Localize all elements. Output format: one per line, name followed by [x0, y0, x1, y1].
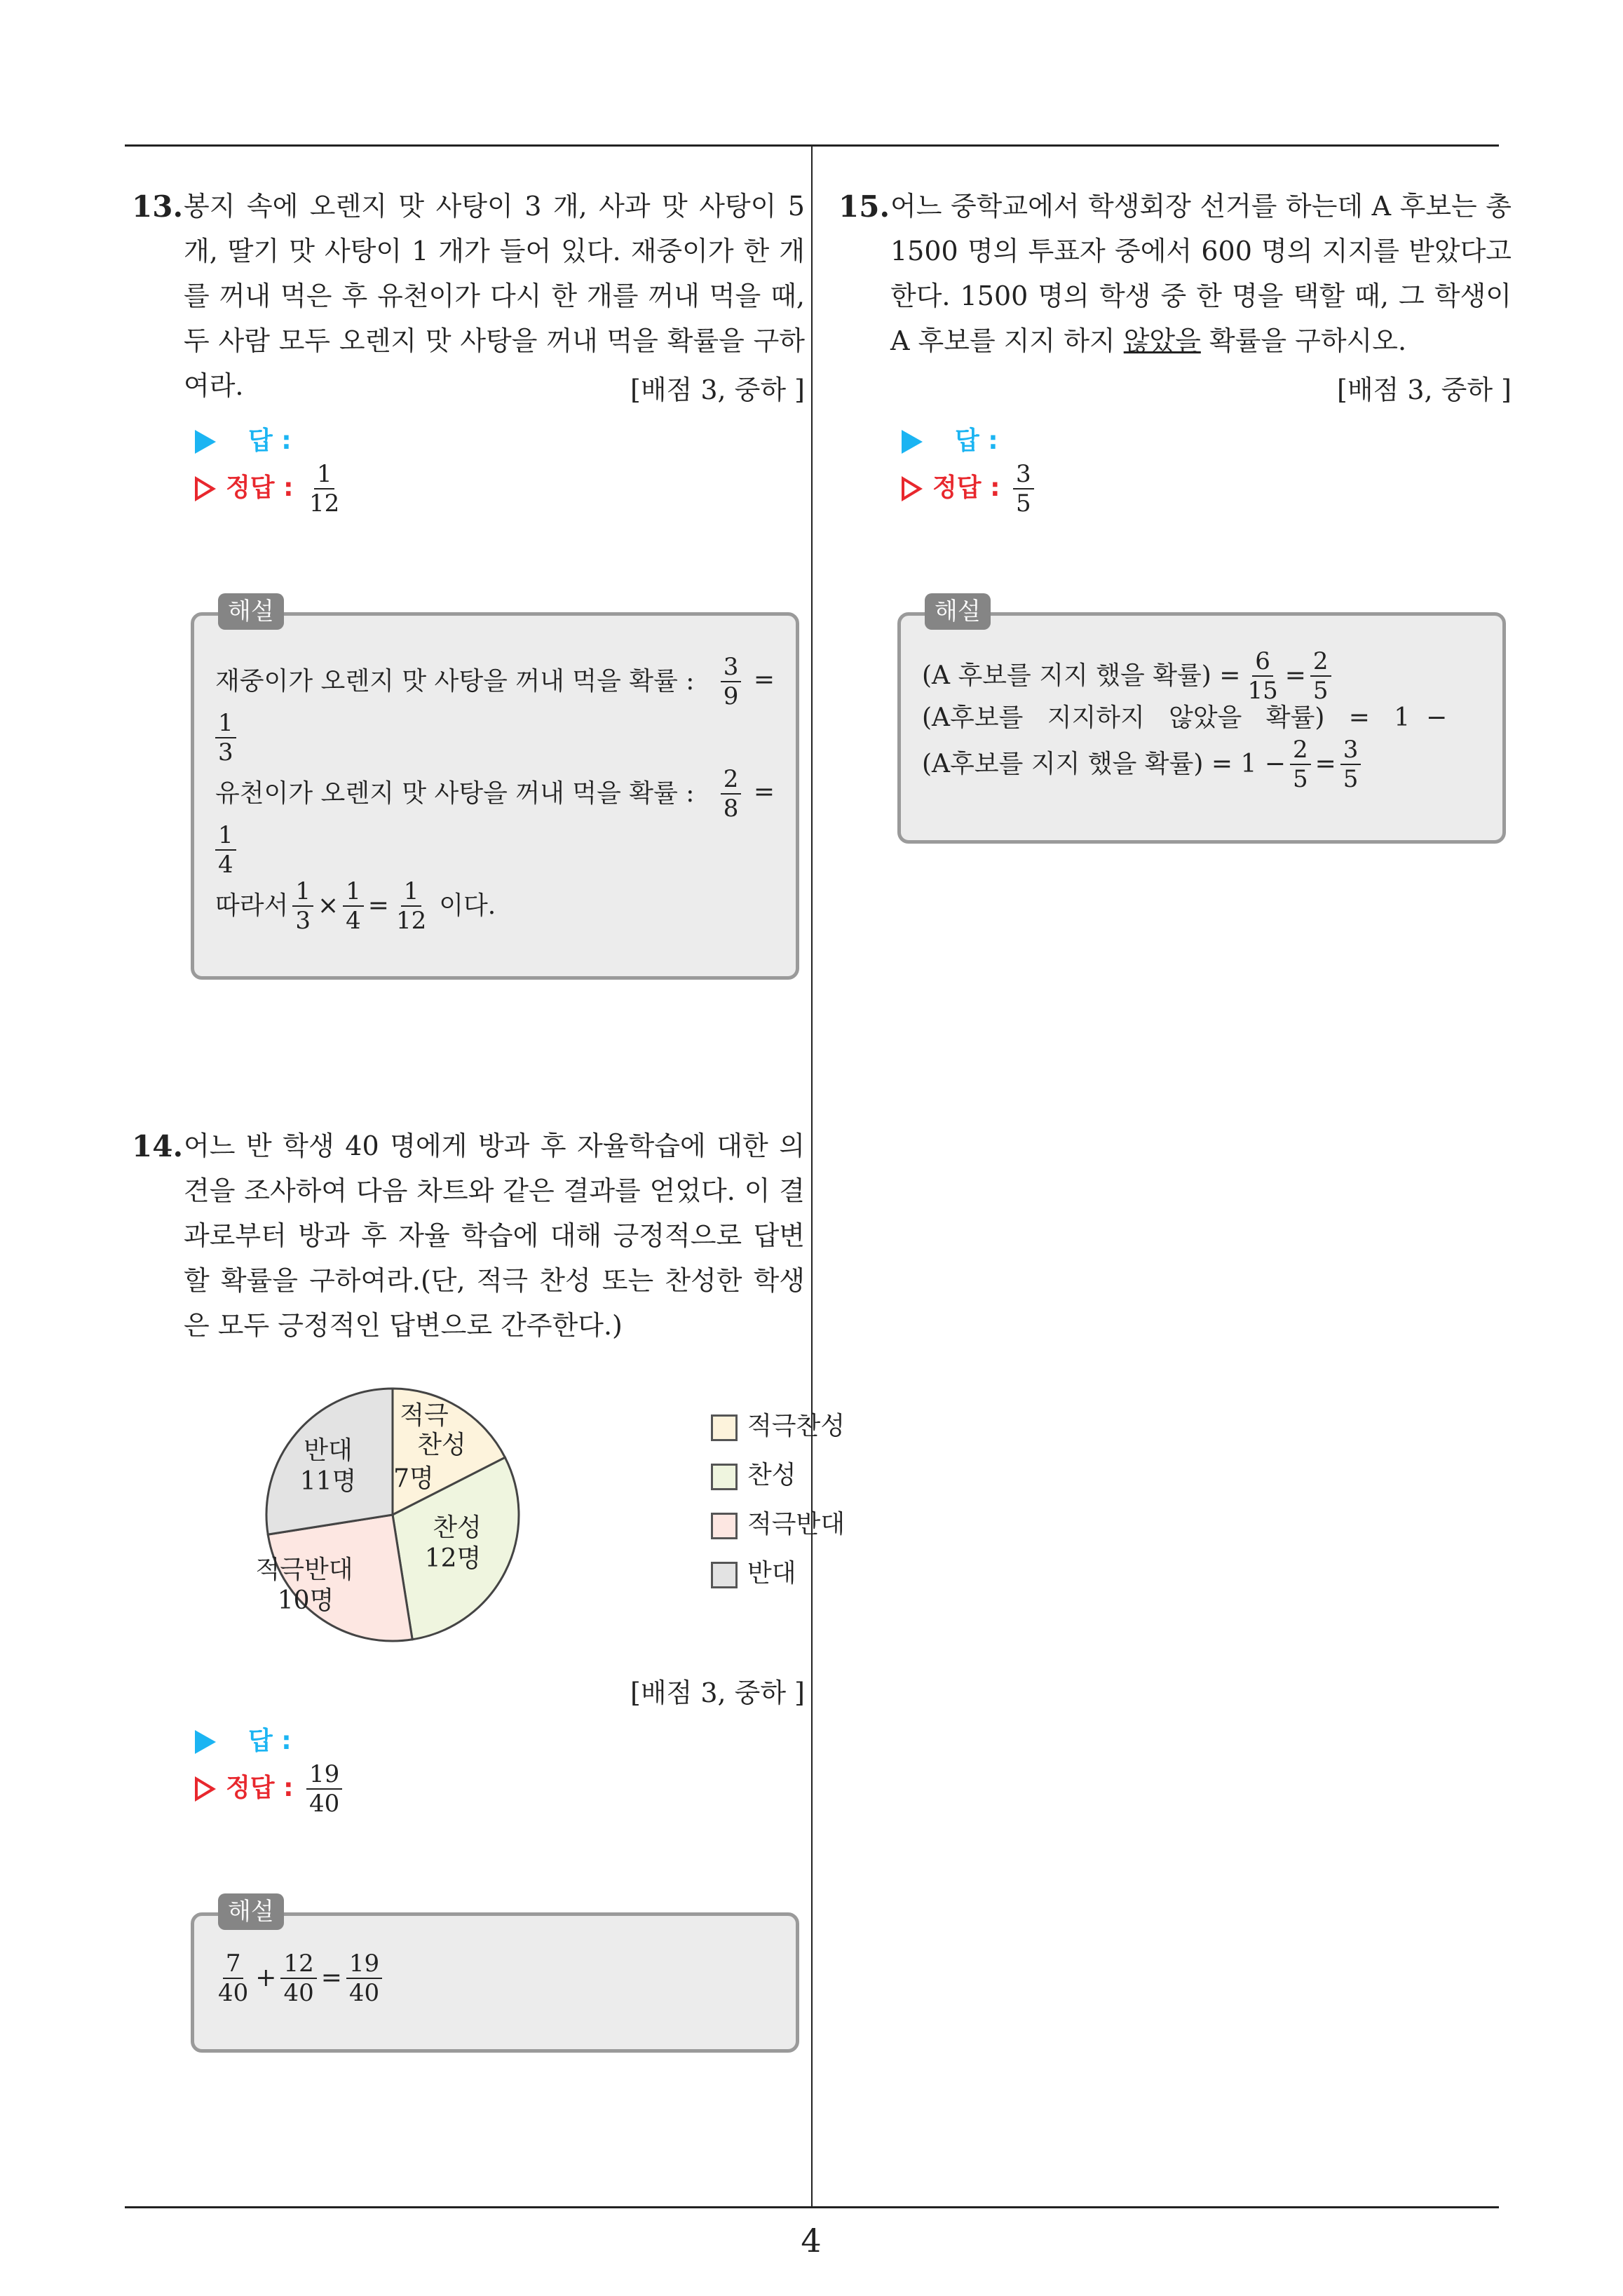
- score-info: [배점 3, 중하 ]: [630, 374, 805, 405]
- explain-line: 유천이가 오렌지 맛 사탕을 꺼내 먹을 확률 : $\frac{2}{8}$ =: [215, 765, 775, 823]
- legend-item: 적극반대: [711, 1504, 921, 1540]
- pie-label: 12명: [424, 1544, 482, 1573]
- right-column: [838, 0, 1512, 2296]
- answer-line: 답 :: [195, 1721, 292, 1757]
- question-14: [132, 1123, 805, 1348]
- question-text: 봉지 속에 오렌지 맛 사탕이 3 개, 사과 맛 사탕이 5 개, 딸기 맛 사탕이 1 개가 들어 있다. 재중이가 한 개를 꺼내 먹은 후 유천이가 다시 한 개를 꺼내 먹을 때, 두 사람 모두 오렌지 맛 사탕을 꺼내 먹을 확률을 구하여라.: [184, 191, 805, 401]
- outline-play-icon: [195, 1776, 216, 1802]
- pie-label: 찬성: [417, 1431, 466, 1459]
- fraction: $\frac{3}{5}$: [1013, 460, 1034, 518]
- play-icon: [195, 430, 216, 454]
- score-info: [배점 3, 중하 ]: [630, 1677, 805, 1708]
- pie-label: 11명: [299, 1467, 357, 1496]
- score-info: [배점 3, 중하 ]: [1337, 374, 1512, 405]
- explanation-tag: 해설: [218, 1893, 284, 1930]
- explanation-tag: 해설: [925, 593, 991, 630]
- question-text: 어느 중학교에서 학생회장 선거를 하는데 A 후보는 총 1500 명의 투표자 중에서 600 명의 지지를 받았다고 한다. 1500 명의 학생 중 한 명을 택할 때, 그 학생이 A 후보를 지지 하지 않았을 확률을 구하시오.: [890, 191, 1512, 356]
- question-number: 14.: [132, 1129, 184, 1163]
- outline-play-icon: [902, 476, 923, 501]
- correct-answer: 정답 : $\frac{19}{40}$: [195, 1760, 346, 1818]
- question-text: 어느 반 학생 40 명에게 방과 후 자율학습에 대한 의견을 조사하여 다음 차트와 같은 결과를 얻었다. 이 결과로부터 방과 후 자율 학습에 대해 긍정적으로 답변할 확률을 구하여라.(단, 적극 찬성 또는 찬성한 학생은 모두 긍정적인 답변으로 간주한다.): [184, 1130, 805, 1341]
- legend-swatch: [711, 1513, 738, 1539]
- fraction: $\frac{19}{40}$: [306, 1760, 342, 1818]
- explain-line: (A후보를 지지하지 않았을 확률) = 1 −: [922, 703, 1448, 732]
- question-number: 15.: [838, 189, 890, 224]
- page-number: 4: [801, 2222, 822, 2260]
- explain-line: 재중이가 오렌지 맛 사탕을 꺼내 먹을 확률 : $\frac{3}{9}$ =: [215, 653, 775, 710]
- explain-line: $\frac{1}{3}$: [215, 710, 775, 766]
- pie-label: 10명: [277, 1586, 334, 1615]
- question-15: [838, 184, 1512, 405]
- column-divider: [811, 144, 813, 2208]
- pie-label: 적극반대: [255, 1555, 353, 1584]
- explanation-box: 해설 $\frac{7}{40}$ + $\frac{12}{40}$ = $\frac{19}{40}$: [191, 1912, 799, 2053]
- legend-item: 적극찬성: [711, 1406, 921, 1442]
- legend-swatch: [711, 1464, 738, 1490]
- explain-line: $\frac{1}{4}$: [215, 822, 775, 878]
- answer-line: 답 :: [195, 421, 292, 457]
- question-number: 13.: [132, 189, 184, 224]
- correct-answer: 정답 : $\frac{3}{5}$: [902, 460, 1038, 518]
- explain-line: 따라서 $\frac{1}{3}$ × $\frac{1}{4}$ = $\frac{1}{12}$ 이다.: [215, 877, 496, 935]
- play-icon: [195, 1730, 216, 1754]
- fraction: $\frac{1}{12}$: [309, 460, 340, 518]
- explanation-tag: 해설: [218, 593, 284, 630]
- legend-swatch: [711, 1562, 738, 1588]
- pie-label: 찬성: [433, 1513, 482, 1542]
- play-icon: [902, 430, 923, 454]
- explanation-box: [897, 597, 1506, 844]
- answer-line: 답 :: [902, 421, 998, 457]
- pie-label: 7명: [393, 1464, 434, 1493]
- correct-answer: 정답 : $\frac{1}{12}$: [195, 460, 346, 518]
- left-column: [132, 0, 846, 2296]
- question-13: [132, 184, 805, 408]
- outline-play-icon: [195, 476, 216, 501]
- legend-item: 반대: [711, 1553, 921, 1589]
- explain-line: (A 후보를 지지 했을 확률) = $\frac{6}{15}$ = $\frac{2}{5}$: [922, 649, 1481, 703]
- pie-label: 적극: [400, 1401, 449, 1430]
- pie-label: 반대: [304, 1436, 353, 1465]
- pie-chart: [245, 1368, 540, 1662]
- legend-item: 찬성: [711, 1455, 921, 1491]
- explain-line: (A후보를 지지 했을 확률) = 1 − $\frac{2}{5}$ = $\frac{3}{5}$: [922, 738, 1481, 791]
- legend-swatch: [711, 1414, 738, 1441]
- explanation-box: [191, 597, 799, 980]
